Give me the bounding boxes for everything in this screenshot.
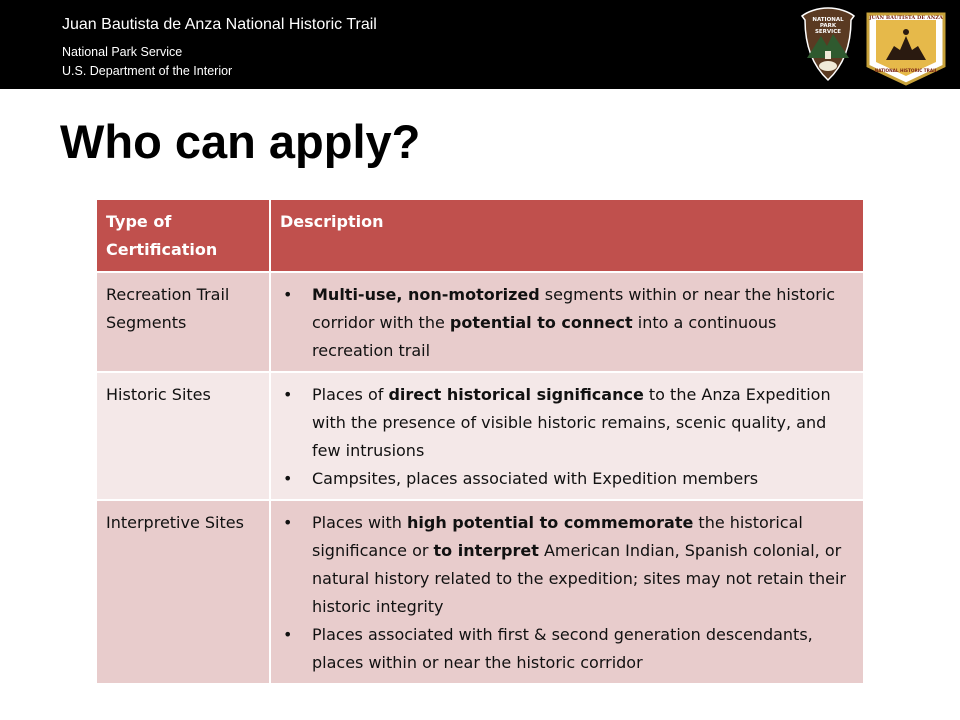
body-text: segments within or near the historic corridor with the (312, 285, 836, 332)
emphasis-text: direct historical significance (388, 385, 644, 404)
svg-text:PARK: PARK (819, 23, 837, 29)
header-type: Type of Certification (97, 200, 270, 272)
certification-description (270, 272, 863, 372)
header-description: Description (270, 200, 863, 272)
body-text: to the Anza Expedition with the presence of visible historic remains, scenic quality, and few intrusions (312, 385, 831, 460)
department-name: U.S. Department of the Interior (62, 64, 233, 78)
certification-table (97, 200, 863, 683)
body-text: into a continuous recreation trail (312, 313, 777, 360)
svg-text:NATIONAL HISTORIC TRAIL: NATIONAL HISTORIC TRAIL (874, 68, 938, 73)
agency-name: National Park Service (62, 45, 183, 59)
emphasis-text: to interpret (433, 541, 539, 560)
anza-trail-logo (866, 10, 946, 86)
certification-type: Recreation Trail Segments (97, 272, 270, 372)
emphasis-text: high potential to commemorate (407, 513, 694, 532)
certification-type: Interpretive Sites (97, 500, 270, 683)
slide-title: Who can apply? (60, 115, 421, 168)
table-row (97, 500, 863, 683)
description-bullet (280, 281, 855, 365)
table-row (97, 372, 863, 500)
description-bullet (280, 509, 855, 621)
description-bullet (280, 465, 855, 493)
svg-text:SERVICE: SERVICE (814, 29, 842, 35)
body-text: American Indian, Spanish colonial, or natural history related to the expedition; sites may not retain their historic integrity (312, 541, 846, 616)
description-list (280, 381, 855, 493)
description-list (280, 281, 855, 365)
body-text: Places of (312, 385, 389, 404)
description-list (280, 509, 855, 677)
certification-description (270, 500, 863, 683)
description-bullet (280, 381, 855, 465)
description-bullet (280, 621, 855, 677)
certification-description (270, 372, 863, 500)
emphasis-text: Multi-use, non-motorized (312, 285, 540, 304)
body-text: Places associated with first & second generation descendants, places within or near the historic corridor (312, 625, 813, 672)
certification-type: Historic Sites (97, 372, 270, 500)
body-text: Places with (312, 513, 407, 532)
svg-text:JUAN BAUTISTA DE ANZA: JUAN BAUTISTA DE ANZA (869, 15, 943, 21)
body-text: Campsites, places associated with Expedition members (312, 469, 759, 488)
table-row (97, 272, 863, 372)
emphasis-text: potential to connect (449, 313, 633, 332)
table-header-row (97, 200, 863, 272)
body-text: the historical significance or (312, 513, 803, 560)
svg-text:NATIONAL: NATIONAL (812, 17, 844, 23)
nps-arrowhead-logo (799, 6, 857, 82)
top-banner (0, 0, 960, 89)
trail-name: Juan Bautista de Anza National Historic Trail (62, 16, 377, 33)
